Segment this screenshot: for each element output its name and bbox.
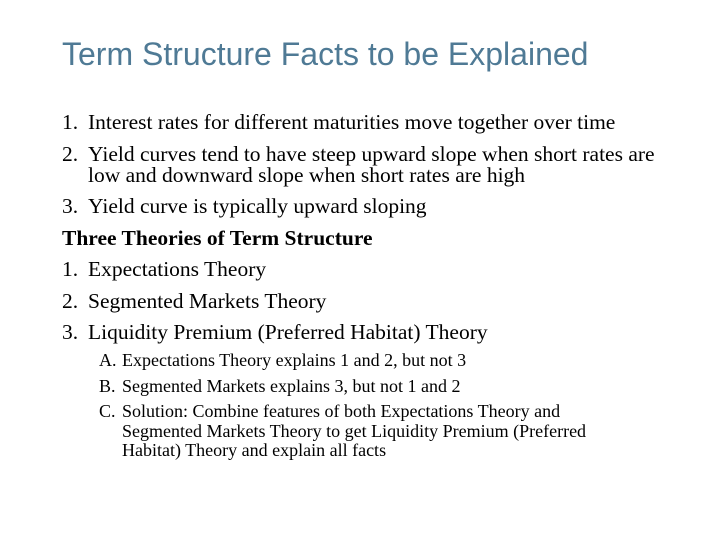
fact-item-2 [62,141,682,187]
fact-text: Yield curve is typically upward sloping [88,194,427,218]
sub-point-letter: A. [99,350,117,370]
sub-point-text: Expectations Theory explains 1 and 2, but not 3 [122,350,467,370]
sub-point-text: Segmented Markets explains 3, but not 1 and 2 [122,375,461,396]
slide-title: Term Structure Facts to be Explained [62,36,589,72]
theory-text: Liquidity Premium (Preferred Habitat) Theory [88,320,488,344]
fact-text: Interest rates for different maturities move together over time [88,110,616,134]
fact-number: 2. [62,141,79,166]
fact-item-3 [62,196,682,217]
sub-point-letter: B. [99,375,116,396]
fact-item-1 [62,112,682,133]
sub-point-c [99,402,682,461]
theory-item-2 [62,288,682,313]
fact-number: 1. [62,110,79,134]
theory-item-3 [62,322,682,343]
sub-point-b [99,377,682,397]
sub-point-a [99,351,682,371]
sub-point-letter: C. [99,401,116,421]
slide-body [62,112,682,467]
theory-number: 1. [62,257,79,281]
theories-heading: Three Theories of Term Structure [62,225,373,250]
fact-text: Yield curves tend to have steep upward slope when short rates are low and downward slope when short rates are high [88,141,655,187]
fact-number: 3. [62,194,79,218]
theory-item-1 [62,259,682,280]
theory-number: 2. [62,288,79,313]
theory-text: Segmented Markets Theory [88,288,327,313]
sub-point-text: Solution: Combine features of both Expectations Theory and Segmented Markets Theory to get Liquidity Premium (Preferred Habitat) Theory and explain all facts [122,401,587,460]
theory-number: 3. [62,320,79,344]
theory-text: Expectations Theory [88,257,267,281]
